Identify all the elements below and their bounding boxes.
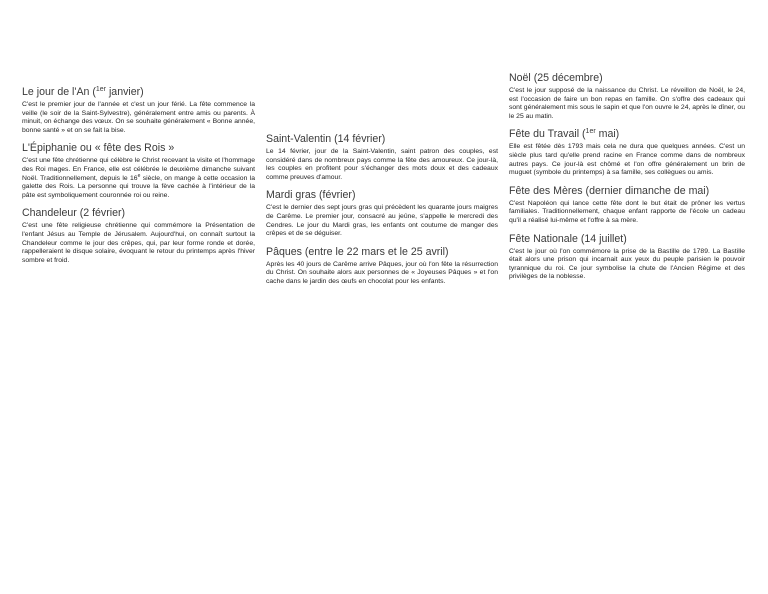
- section-body: Le 14 février, jour de la Saint-Valentin, saint patron des couples, est considéré dans de nombreux pays comme la fête des amoureux. Ce jour-là, les couples en profitent pour s'échanger des mots doux et des cadeaux comme preuves d'amour.: [266, 148, 498, 181]
- section-heading: Mardi gras (février): [266, 189, 356, 202]
- section-fete-des-meres: [509, 185, 745, 226]
- section-body: C'est Napoléon qui lance cette fête dont le but était de prôner les vertus familiales. Traditionnellement, chaque enfant rapporte de l'école un cadeau qu'il a réalisé lui-même et l'offre à sa mère.: [509, 199, 745, 224]
- section-fete-du-travail: [509, 128, 745, 177]
- section-body: Elle est fêtée dès 1793 mais cela ne dura que quelques années. C'est un siècle plus tard qu'elle prend racine en France comme dans de nombreux autres pays. Ce jour-là est chômé et l'on offre généralement un brin de muguet (symbole du printemps) à sa famille, ses collègues ou amis.: [509, 143, 745, 177]
- section-heading: Fête du Travail ($^{1er}$ mai): [509, 128, 620, 141]
- section-body: C'est une fête chrétienne qui célèbre le Christ recevant la visite et l'hommage des Roi mages. En France, elle est célébrée le deuxième dimanche suivant Noël. Traditionnellement, depuis le 16e siècle, on mange à cette occasion la galette des Rois. La personne qui trouve la fève cachée à l'intérieur de la pâte est symboliquement couronnée roi ou reine.: [22, 157, 255, 199]
- section-paques: [266, 246, 498, 287]
- section-heading: L'Épiphanie ou « fête des Rois »: [22, 142, 175, 155]
- section-heading: Saint-Valentin (14 février): [266, 133, 386, 145]
- section-body: C'est le jour supposé de la naissance du Christ. Le réveillon de Noël, le 24, est l'occasion de faire un bon repas en famille. On s'offre des cadeaux qui sont généralement mis sous le sapin et que l'on ouvre le 24, après le dîner, ou le 25 au matin.: [509, 87, 745, 120]
- section-epiphany: [22, 142, 255, 200]
- section-body: C'est le dernier des sept jours gras qui précèdent les quarante jours maigres de Carême. Le premier jour, consacré au jeûne, s'appelle le mercredi des Cendres. Le jour du Mardi gras, les enfants ont coutume de manger des crêpes et de se déguiser.: [266, 204, 498, 238]
- section-heading: Pâques (entre le 22 mars et le 25 avril): [266, 245, 449, 258]
- column-1: [22, 86, 255, 272]
- section-new-year: [22, 86, 255, 135]
- section-body: C'est le jour où l'on commémore la prise de la Bastille de 1789. La Bastille était alors une prison qui incarnait aux yeux du peuple parisien le pouvoir tyrannique du roi. Ce jour symbolise la chute de l'Ancien Régime et des privilèges de la noblesse.: [509, 247, 745, 281]
- section-heading: Chandeleur (2 février): [22, 207, 126, 220]
- superscript: e: [137, 172, 141, 179]
- section-body: Après les 40 jours de Carême arrive Pâques, jour où l'on fête la résurrection du Christ. On souhaite alors aux personnes de « Joyeuses Pâques » et l'on cache dans le jardin des œufs en chocolat pour les enfants.: [266, 260, 498, 285]
- superscript: 1er: [585, 128, 596, 136]
- superscript: 1er: [95, 86, 106, 93]
- section-heading: Fête des Mères (dernier dimanche de mai): [509, 184, 710, 197]
- section-heading: Le jour de l'An ($^{1er}$ janvier): [22, 86, 144, 98]
- column-3: [509, 72, 745, 289]
- section-body: C'est une fête religieuse chrétienne qui commémore la Présentation de l'enfant Jésus au Temple de Jérusalem. Aujourd'hui, on connaît surtout la Chandeleur comme le jour des crêpes, qui, par leur forme ronde et dorée, rappelleraient le disque solaire, évoquant le retour du printemps après l'hiver sombre et froid.: [22, 222, 255, 264]
- section-fete-nationale: [509, 233, 745, 282]
- section-mardi-gras: [266, 189, 498, 238]
- section-heading: Noël (25 décembre): [509, 72, 603, 84]
- section-noel: [509, 72, 745, 121]
- section-heading: Fête Nationale (14 juillet): [509, 232, 627, 245]
- column-2: [266, 133, 498, 294]
- section-saint-valentin: [266, 133, 498, 182]
- section-chandeleur: [22, 207, 255, 265]
- section-body: C'est le premier jour de l'année et c'est un jour férié. La fête commence la veille (le soir de la Saint-Sylvestre), généralement entre amis ou parents. À minuit, on échange des vœux. On se souhaite généralement « Bonne année, bonne santé » et on se fait la bise.: [22, 101, 255, 134]
